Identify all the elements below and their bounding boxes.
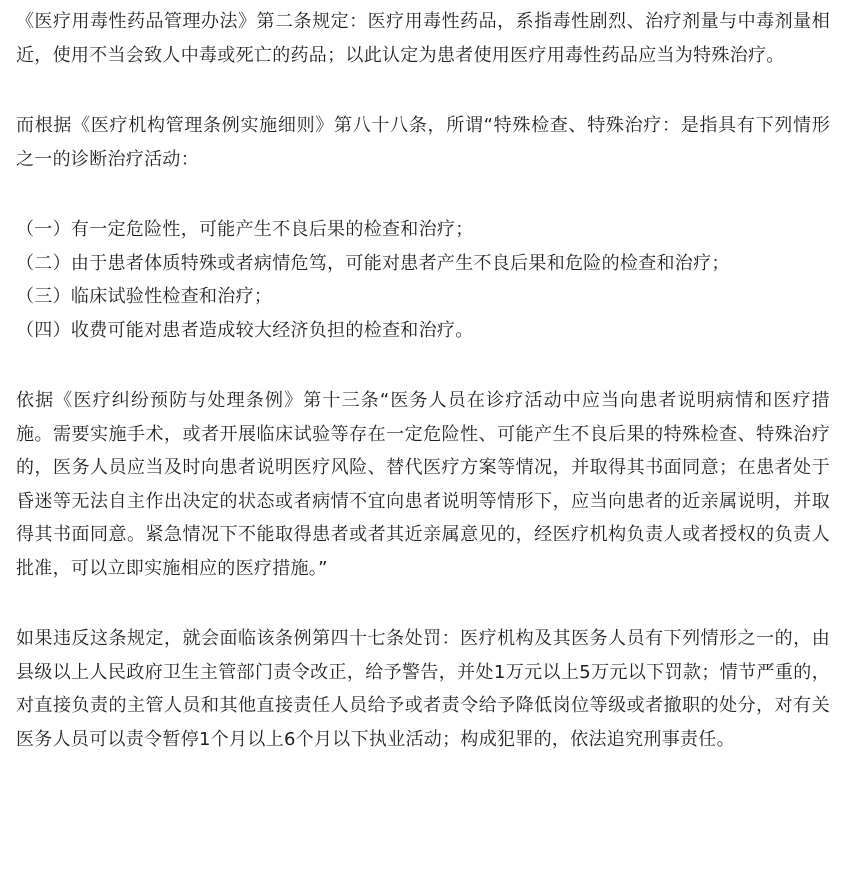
list-item: [16, 247, 830, 281]
list-item-text: 收费可能对患者造成较大经济负担的检查和治疗。: [70, 319, 474, 341]
paragraph-special-treatment-definition: 而根据《医疗机构管理条例实施细则》第八十八条，所谓“特殊检查、特殊治疗：是指具有下列情形之一的诊断治疗活动：: [16, 115, 830, 170]
paragraph-dispute-regulation: 依据《医疗纠纷预防与处理条例》第十三条“医务人员在诊疗活动中应当向患者说明病情和医疗措施。需要实施手术，或者开展临床试验等存在一定危险性、可能产生不良后果的特殊检查、特殊治疗的，医务人员应当及时向患者说明医疗风险、替代医疗方案等情况，并取得其书面同意；在患者处于昏迷等无法自主作出决定的状态或者病情不宜向患者说明等情形下，应当向患者的近亲属说明，并取得其书面同意。紧急情况下不能取得患者或者其近亲属意见的，经医疗机构负责人或者授权的负责人批准，可以立即实施相应的医疗措施。”: [16, 390, 830, 579]
list-item-number: （四）: [16, 319, 71, 341]
list-item: [16, 280, 830, 314]
list-item-text: 有一定危险性，可能产生不良后果的检查和治疗；: [70, 219, 474, 240]
paragraph-penalty: 如果违反这条规定，就会面临该条例第四十七条处罚：医疗机构及其医务人员有下列情形之一的，由县级以上人民政府卫生主管部门责令改正，给予警告，并处1万元以上5万元以下罚款；情节严重的，对直接负责的主管人员和其他直接责任人员给予或者责令给予降低岗位等级或者撤职的处分，对有关医务人员可以责令暂停1个月以上6个月以下执业活动；构成犯罪的，依法追究刑事责任。: [16, 628, 830, 750]
paragraph-poison-drug-regulation: 《医疗用毒性药品管理办法》第二条规定：医疗用毒性药品，系指毒性剧烈、治疗剂量与中毒剂量相近，使用不当会致人中毒或死亡的药品；以此认定为患者使用医疗用毒性药品应当为特殊治疗。: [16, 11, 830, 66]
list-item: [16, 213, 830, 247]
list-item-number: （二）: [16, 252, 71, 274]
special-treatment-list: [16, 213, 830, 347]
list-item-text: 临床试验性检查和治疗；: [70, 286, 273, 307]
list-item-text: 由于患者体质特殊或者病情危笃，可能对患者产生不良后果和危险的检查和治疗；: [70, 252, 730, 274]
list-item-number: （三）: [16, 286, 71, 307]
list-item-number: （一）: [16, 219, 71, 240]
list-item: [16, 314, 830, 348]
